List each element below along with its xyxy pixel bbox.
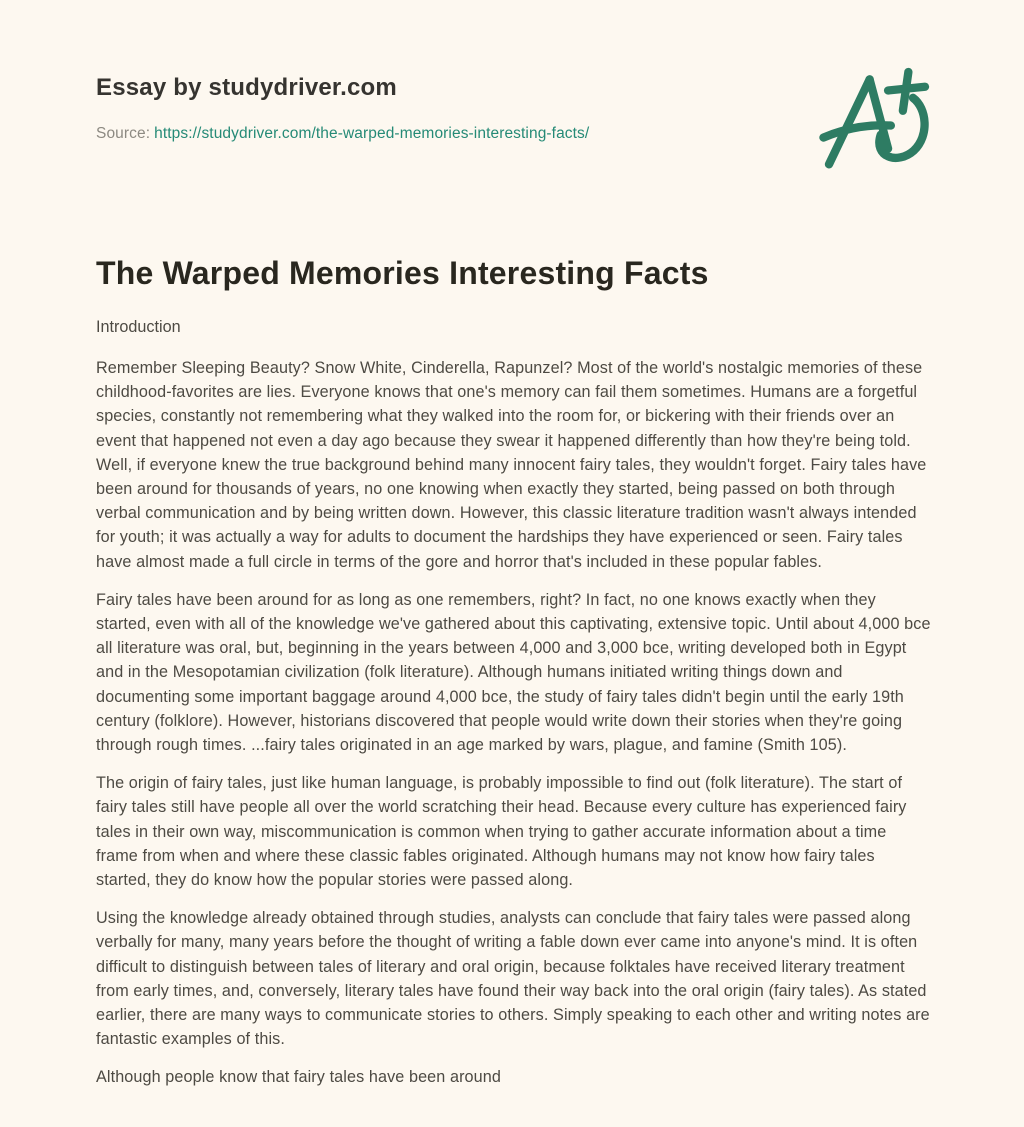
essay-paragraph: The origin of fairy tales, just like human language, is probably impossible to find out (folk literature). The start of fairy tales still have people all over the world scratching their head. Because every culture has experienced fairy tales in their own way, miscommunication is common when trying to gather accurate information about a time frame from when and where these classic fables originated. Although humans may not know how fairy tales started, they do know how the popular stories were passed along. bbox=[96, 774, 907, 890]
essay-paragraph: Fairy tales have been around for as long as one remembers, right? In fact, no one knows exactly when they started, even with all of the knowledge we've gathered about this captivating, extensive topic. Until about 4,000 bce all literature was oral, but, beginning in the years between 4,000 and 3,000 bce, writing developed both in Egypt and in the Mesopotamian civilization (folk literature). Although humans initiated writing things down and documenting some important baggage around 4,000 bce, the study of fairy tales didn't begin until the early 19th century (folklore). However, historians discovered that people would write down their stories when they're going through rough times. ...fairy tales originated in an age marked by wars, plague, and famine (Smith 105). bbox=[96, 590, 931, 755]
essay-paragraph: Remember Sleeping Beauty? Snow White, Cinderella, Rapunzel? Most of the world's nostalgic memories of these childhood-favorites are lies. Everyone knows that one's memory can fail them sometimes. Humans are a forgetful species, constantly not remembering what they walked into the room for, or bickering with their friends over an event that happened not even a day ago because they swear it happened differently than how they're being told. Well, if everyone knew the true background behind many innocent fairy tales, they wouldn't forget. Fairy tales have been around for thousands of years, no one knowing when exactly they started, being passed on both through verbal communication and by being written down. However, this classic literature tradition wasn't always intended for youth; it was actually a way for adults to document the hardships they have experienced or seen. Fairy tales have almost made a full circle in terms of the gore and horror that's included in these popular fables. bbox=[96, 359, 927, 571]
a-plus-logo-icon bbox=[816, 60, 938, 180]
source-url-link[interactable]: https://studydriver.com/the-warped-memories-interesting-facts/ bbox=[154, 125, 590, 142]
section-label-introduction: Introduction bbox=[96, 318, 181, 336]
source-line bbox=[96, 125, 932, 143]
essay-paragraph: Although people know that fairy tales have been around bbox=[96, 1068, 501, 1087]
page-title: Essay by studydriver.com bbox=[96, 74, 397, 101]
essay-title: The Warped Memories Interesting Facts bbox=[96, 255, 709, 291]
document-header bbox=[96, 74, 932, 143]
source-label: Source: bbox=[96, 125, 151, 142]
essay-paragraph: Using the knowledge already obtained through studies, analysts can conclude that fairy tales were passed along verbally for many, many years before the thought of writing a fable down ever came into anyone's mind. It is often difficult to distinguish between tales of literary and oral origin, because folktales have received literary treatment from early times, and, conversely, literary tales have found their way back into the oral origin (fairy tales). As stated earlier, there are many ways to communicate stories to others. Simply speaking to each other and writing notes are fantastic examples of this. bbox=[96, 909, 930, 1049]
essay-body bbox=[96, 356, 932, 1090]
